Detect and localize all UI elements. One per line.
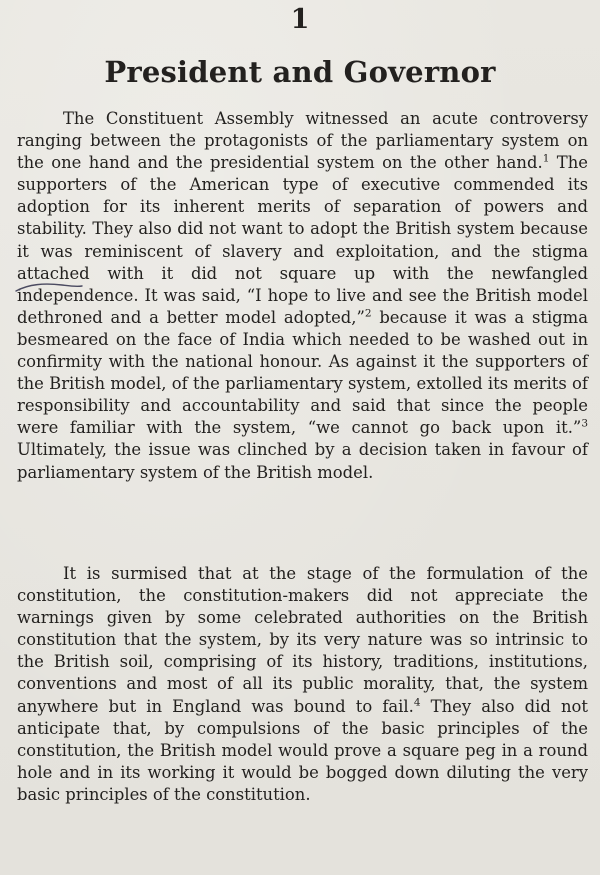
underlined-word: British — [395, 219, 452, 239]
paragraph-1-text-c: system because it was reminiscent of slavery and exploitation, and the stigma attached with it did not square up with the newfangled independence. It was said, “I hope to live and see the British model dethroned and a better model adopted,” — [17, 219, 588, 327]
footnote-ref-3: 3 — [581, 417, 588, 430]
paragraph-1 — [17, 108, 588, 484]
footnote-ref-4: 4 — [413, 696, 421, 709]
paragraph-2 — [17, 563, 588, 806]
paragraph-1-text-d: because it was a stigma besmeared on the face of India which needed to be washed out in confirmity with the national honour. As against it the supporters of the British model, of the parliamentary system, extolled its merits of responsibility and accountability and said that since the people were familiar with the system, “we cannot go back upon it.” — [17, 307, 588, 438]
paragraph-1-text-a: The Constituent Assembly witnessed an acute controversy ranging between the protagonists of the parliamentary system on the one hand and the presidential system on the other hand. — [17, 109, 588, 173]
footnote-ref-2: 2 — [364, 307, 372, 320]
paragraph-2-text-a: It is surmised that at the stage of the formulation of the constitution, the constitution-makers did not appreciate the warnings given by some celebrated authorities on the British constitution that the system, by its very nature was so intrinsic to the British soil, comprising of its history, traditions, institutions, conventions and most of all its public morality, that, the system anywhere but in England was bound to fail. — [17, 564, 588, 716]
paragraph-2-text-b: They also did not anticipate that, by compulsions of the basic principles of the constitution, the British model would prove a square peg in a round hole and in its working it would be bogged down diluting the very basic principles of the constitution. — [17, 696, 588, 804]
paragraph-1-text-e: Ultimately, the issue was clinched by a decision taken in favour of parliamentary system of the British model. — [17, 440, 588, 482]
footnote-ref-1: 1 — [542, 152, 550, 165]
chapter-number: 1 — [290, 4, 310, 35]
chapter-title: President and Governor — [104, 55, 496, 89]
paragraph-1-text-b: The supporters of the American type of executive commended its adoption for its inherent merits of separation of powers and stability. They also did not want to adopt the — [17, 153, 588, 239]
